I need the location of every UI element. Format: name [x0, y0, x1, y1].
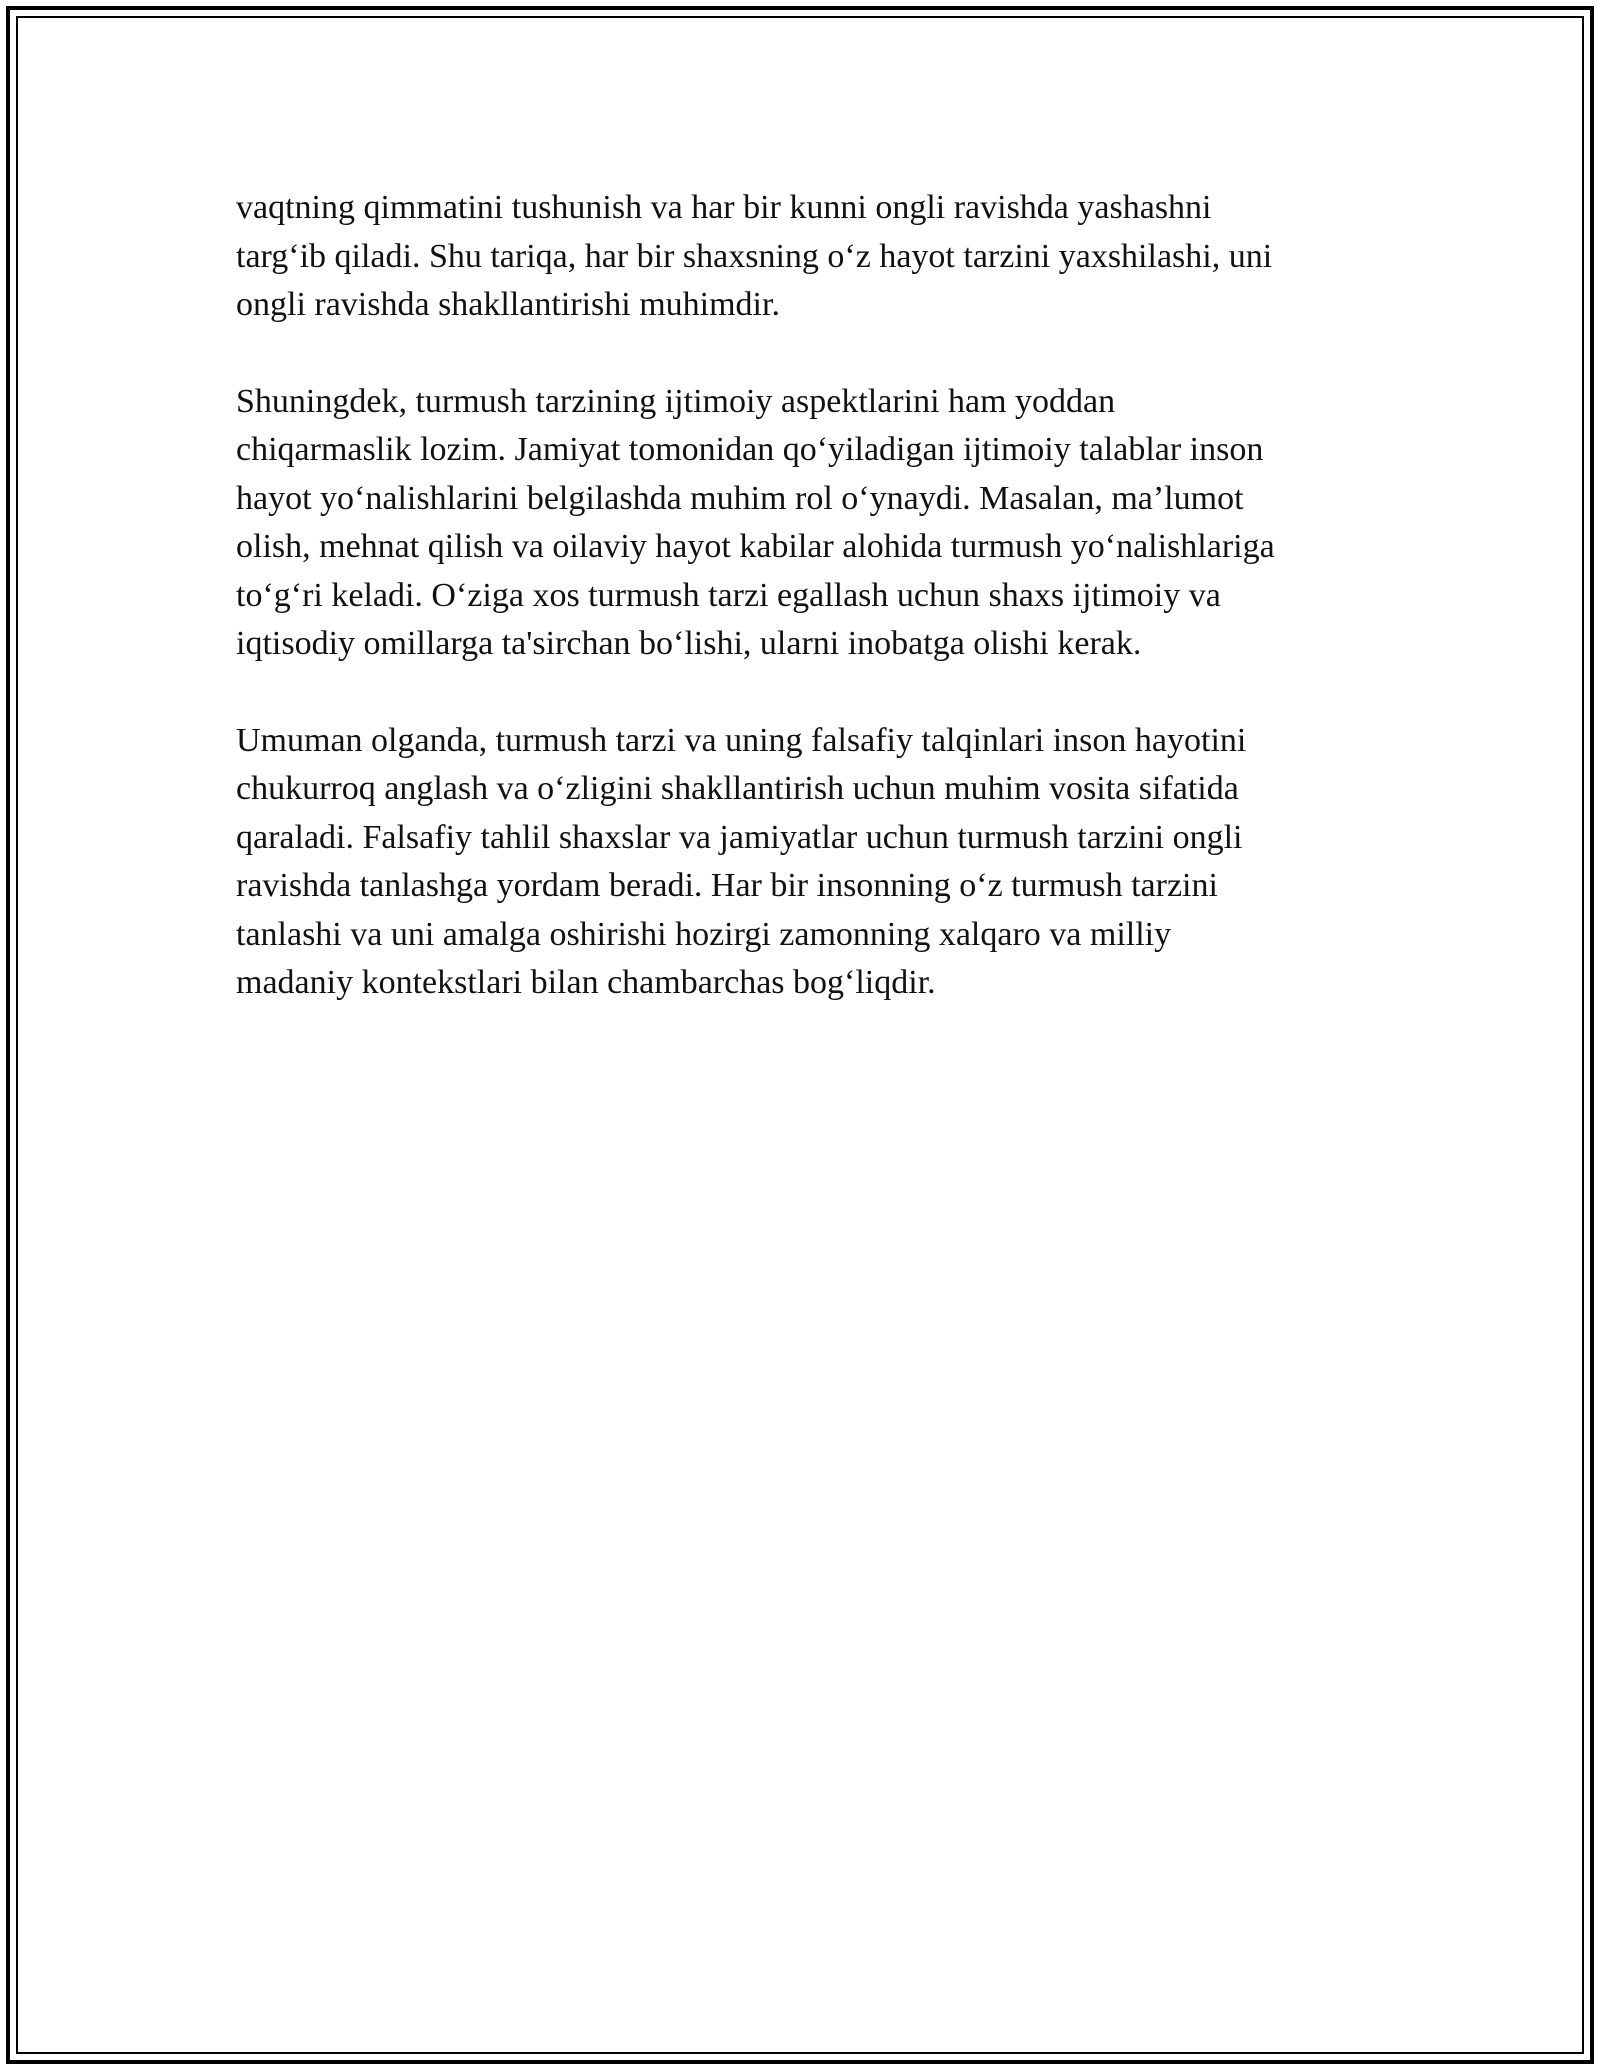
paragraph-1: vaqtning qimmatini tushunish va har bir kunni ongli ravishda yashashni targ‘ib qiladi. Shu tariqa, har bir shaxsning o‘z hayot tarzini yaxshilashi, uni ongli ravishda shakllantirishi muhimdir. [236, 189, 1273, 323]
paragraph-3: Umuman olganda, turmush tarzi va uning falsafiy talqinlari inson hayotini chukurroq anglash va o‘zligini shakllantirish uchun muhim vosita sifatida qaraladi. Falsafiy tahlil shaxslar va jamiyatlar uchun turmush tarzini ongli ravishda tanlashga yordam beradi. Har bir insonning o‘z turmush tarzini tanlashi va uni amalga oshirishi hozirgi zamonning xalqaro va milliy madaniy kontekstlari bilan chambarchas bog‘liqdir. [236, 721, 1247, 1001]
document-body [236, 184, 1366, 1056]
paragraph-2: Shuningdek, turmush tarzining ijtimoiy aspektlarini ham yoddan chiqarmaslik lozim. Jamiyat tomonidan qo‘yiladigan ijtimoiy talablar inson hayot yo‘nalishlarini belgilashda muhim rol o‘ynaydi. Masalan, ma’lumot olish, mehnat qilish va oilaviy hayot kabilar alohida turmush yo‘nalishlariga to‘g‘ri keladi. O‘ziga xos turmush tarzi egallash uchun shaxs ijtimoiy va iqtisodiy omillarga ta'sirchan bo‘lishi, ularni inobatga olishi kerak. [236, 382, 1275, 662]
